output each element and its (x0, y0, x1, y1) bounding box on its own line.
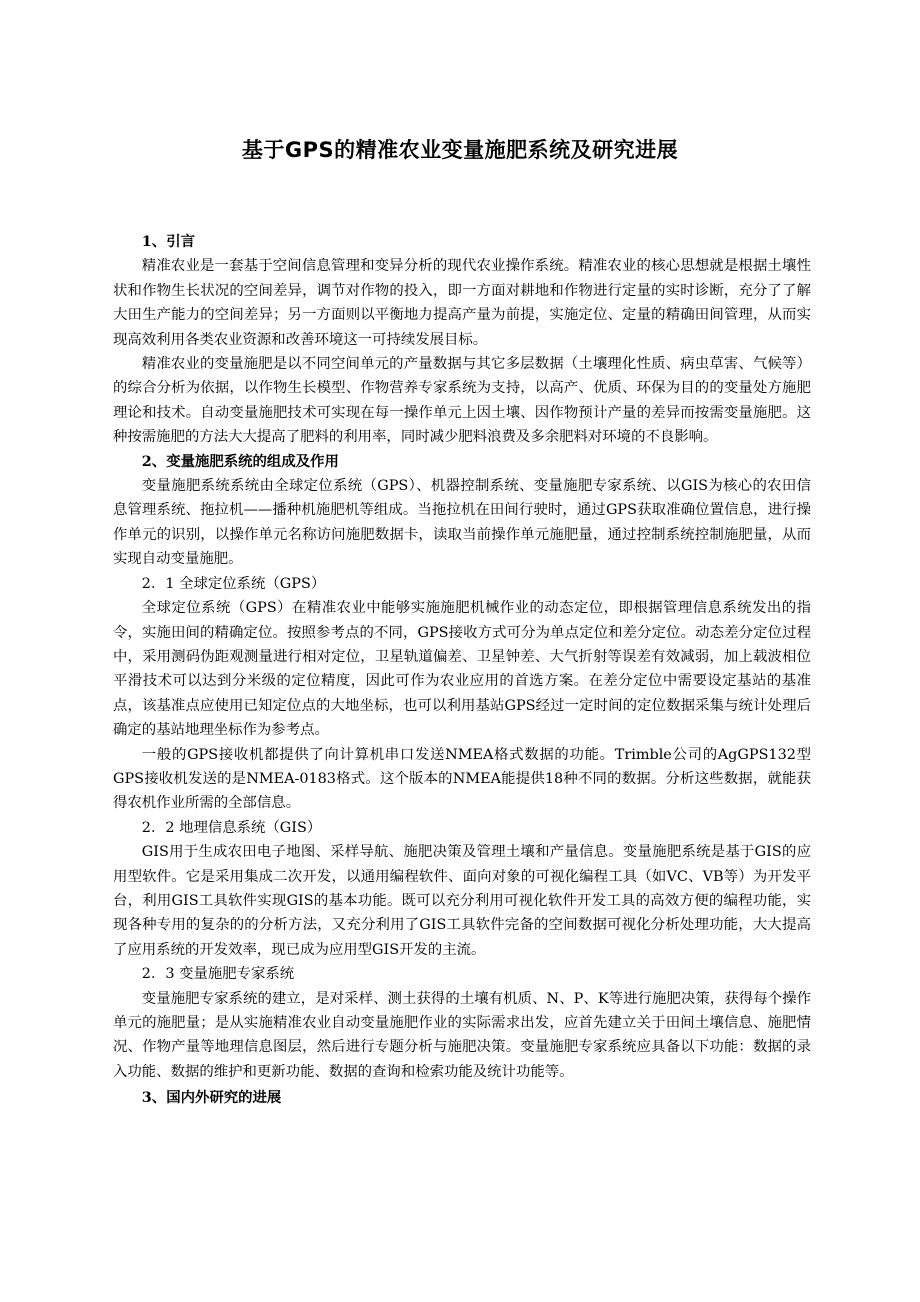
paragraph: 变量施肥专家系统的建立，是对采样、测土获得的土壤有机质、N、P、K等进行施肥决策，获得每个操作单元的施肥量；是从实施精准农业自动变量施肥作业的实际需求出发，应首先建立关于田间土壤信息、施肥情况、作物产量等地理信息图层，然后进行专题分析与施肥决策。变量施肥专家系统应具备以下功能：数据的录入功能、数据的维护和更新功能、数据的查询和检索功能及统计功能等。 (113, 990, 811, 1080)
subsection-heading: 2．1 全球定位系统（GPS） (141, 575, 326, 592)
subsection-heading: 2．2 地理信息系统（GIS） (141, 819, 322, 836)
document-body (113, 230, 811, 1111)
paragraph: 精准农业是一套基于空间信息管理和变异分析的现代农业操作系统。精准农业的核心思想就是根据土壤性状和作物生长状况的空间差异，调节对作物的投入，即一方面对耕地和作物进行定量的实时诊断，充分了了解大田生产能力的空间差异；另一方面则以平衡地力提高产量为前提，实施定位、定量的精确田间管理，从而实现高效利用各类农业资源和改善环境这一可持续发展目标。 (113, 258, 811, 348)
section-heading: 3、国内外研究的进展 (141, 1089, 282, 1107)
paragraph: 精准农业的变量施肥是以不同空间单元的产量数据与其它多层数据（土壤理化性质、病虫草害、气候等）的综合分析为依据，以作物生长模型、作物营养专家系统为支持，以高产、优质、环保为目的的变量处方施肥理论和技术。自动变量施肥技术可实现在每一操作单元上因土壤、因作物预计产量的差异而按需变量施肥。这种按需施肥的方法大大提高了肥料的利用率，同时减少肥料浪费及多余肥料对环境的不良影响。 (113, 356, 811, 446)
paragraph: 全球定位系统（GPS）在精准农业中能够实施施肥机械作业的动态定位，即根据管理信息系统发出的指令，实施田间的精确定位。按照参考点的不同，GPS接收方式可分为单点定位和差分定位。动态差分定位过程中，采用测码伪距观测量进行相对定位，卫星轨道偏差、卫星钟差、大气折射等误差有效减弱，加上载波相位平滑技术可以达到分米级的定位精度，因此可作为农业应用的首选方案。在差分定位中需要设定基站的基准点，该基准点应使用已知定位点的大地坐标，也可以利用基站GPS经过一定时间的定位数据采集与统计处理后确定的基站地理坐标作为参考点。 (113, 600, 811, 739)
section-heading: 2、变量施肥系统的组成及作用 (141, 452, 339, 470)
document-title: 基于GPS的精准农业变量施肥系统及研究进展 (241, 138, 679, 163)
section-heading: 1、引言 (141, 233, 195, 250)
paragraph: 变量施肥系统系统由全球定位系统（GPS）、机器控制系统、变量施肥专家系统、以GIS为核心的农田信息管理系统、拖拉机——播种机施肥机等组成。当拖拉机在田间行驶时，通过GPS获取准确位置信息，进行操作单元的识别，以操作单元名称访问施肥数据卡，读取当前操作单元施肥量，通过控制系统控制施肥量，从而实现自动变量施肥。 (113, 478, 811, 568)
subsection-heading: 2．3 变量施肥专家系统 (141, 966, 295, 983)
paragraph: GIS用于生成农田电子地图、采样导航、施肥决策及管理土壤和产量信息。变量施肥系统是基于GIS的应用型软件。它是采用集成二次开发，以通用编程软件、面向对象的可视化编程工具（如VC、VB等）为开发平台，利用GIS工具软件实现GIS的基本功能。既可以充分利用可视化软件开发工具的高效方便的编程功能，实现各种专用的复杂的的分析方法，又充分利用了GIS工具软件完备的空间数据可视化分析处理功能，大大提高了应用系统的开发效率，现已成为应用型GIS开发的主流。 (113, 844, 811, 958)
paragraph: 一般的GPS接收机都提供了向计算机串口发送NMEA格式数据的功能。Trimble公司的AgGPS132型GPS接收机发送的是NMEA-0183格式。这个版本的NMEA能提供18种不同的数据。分析这些数据，就能获得农机作业所需的全部信息。 (113, 746, 811, 812)
